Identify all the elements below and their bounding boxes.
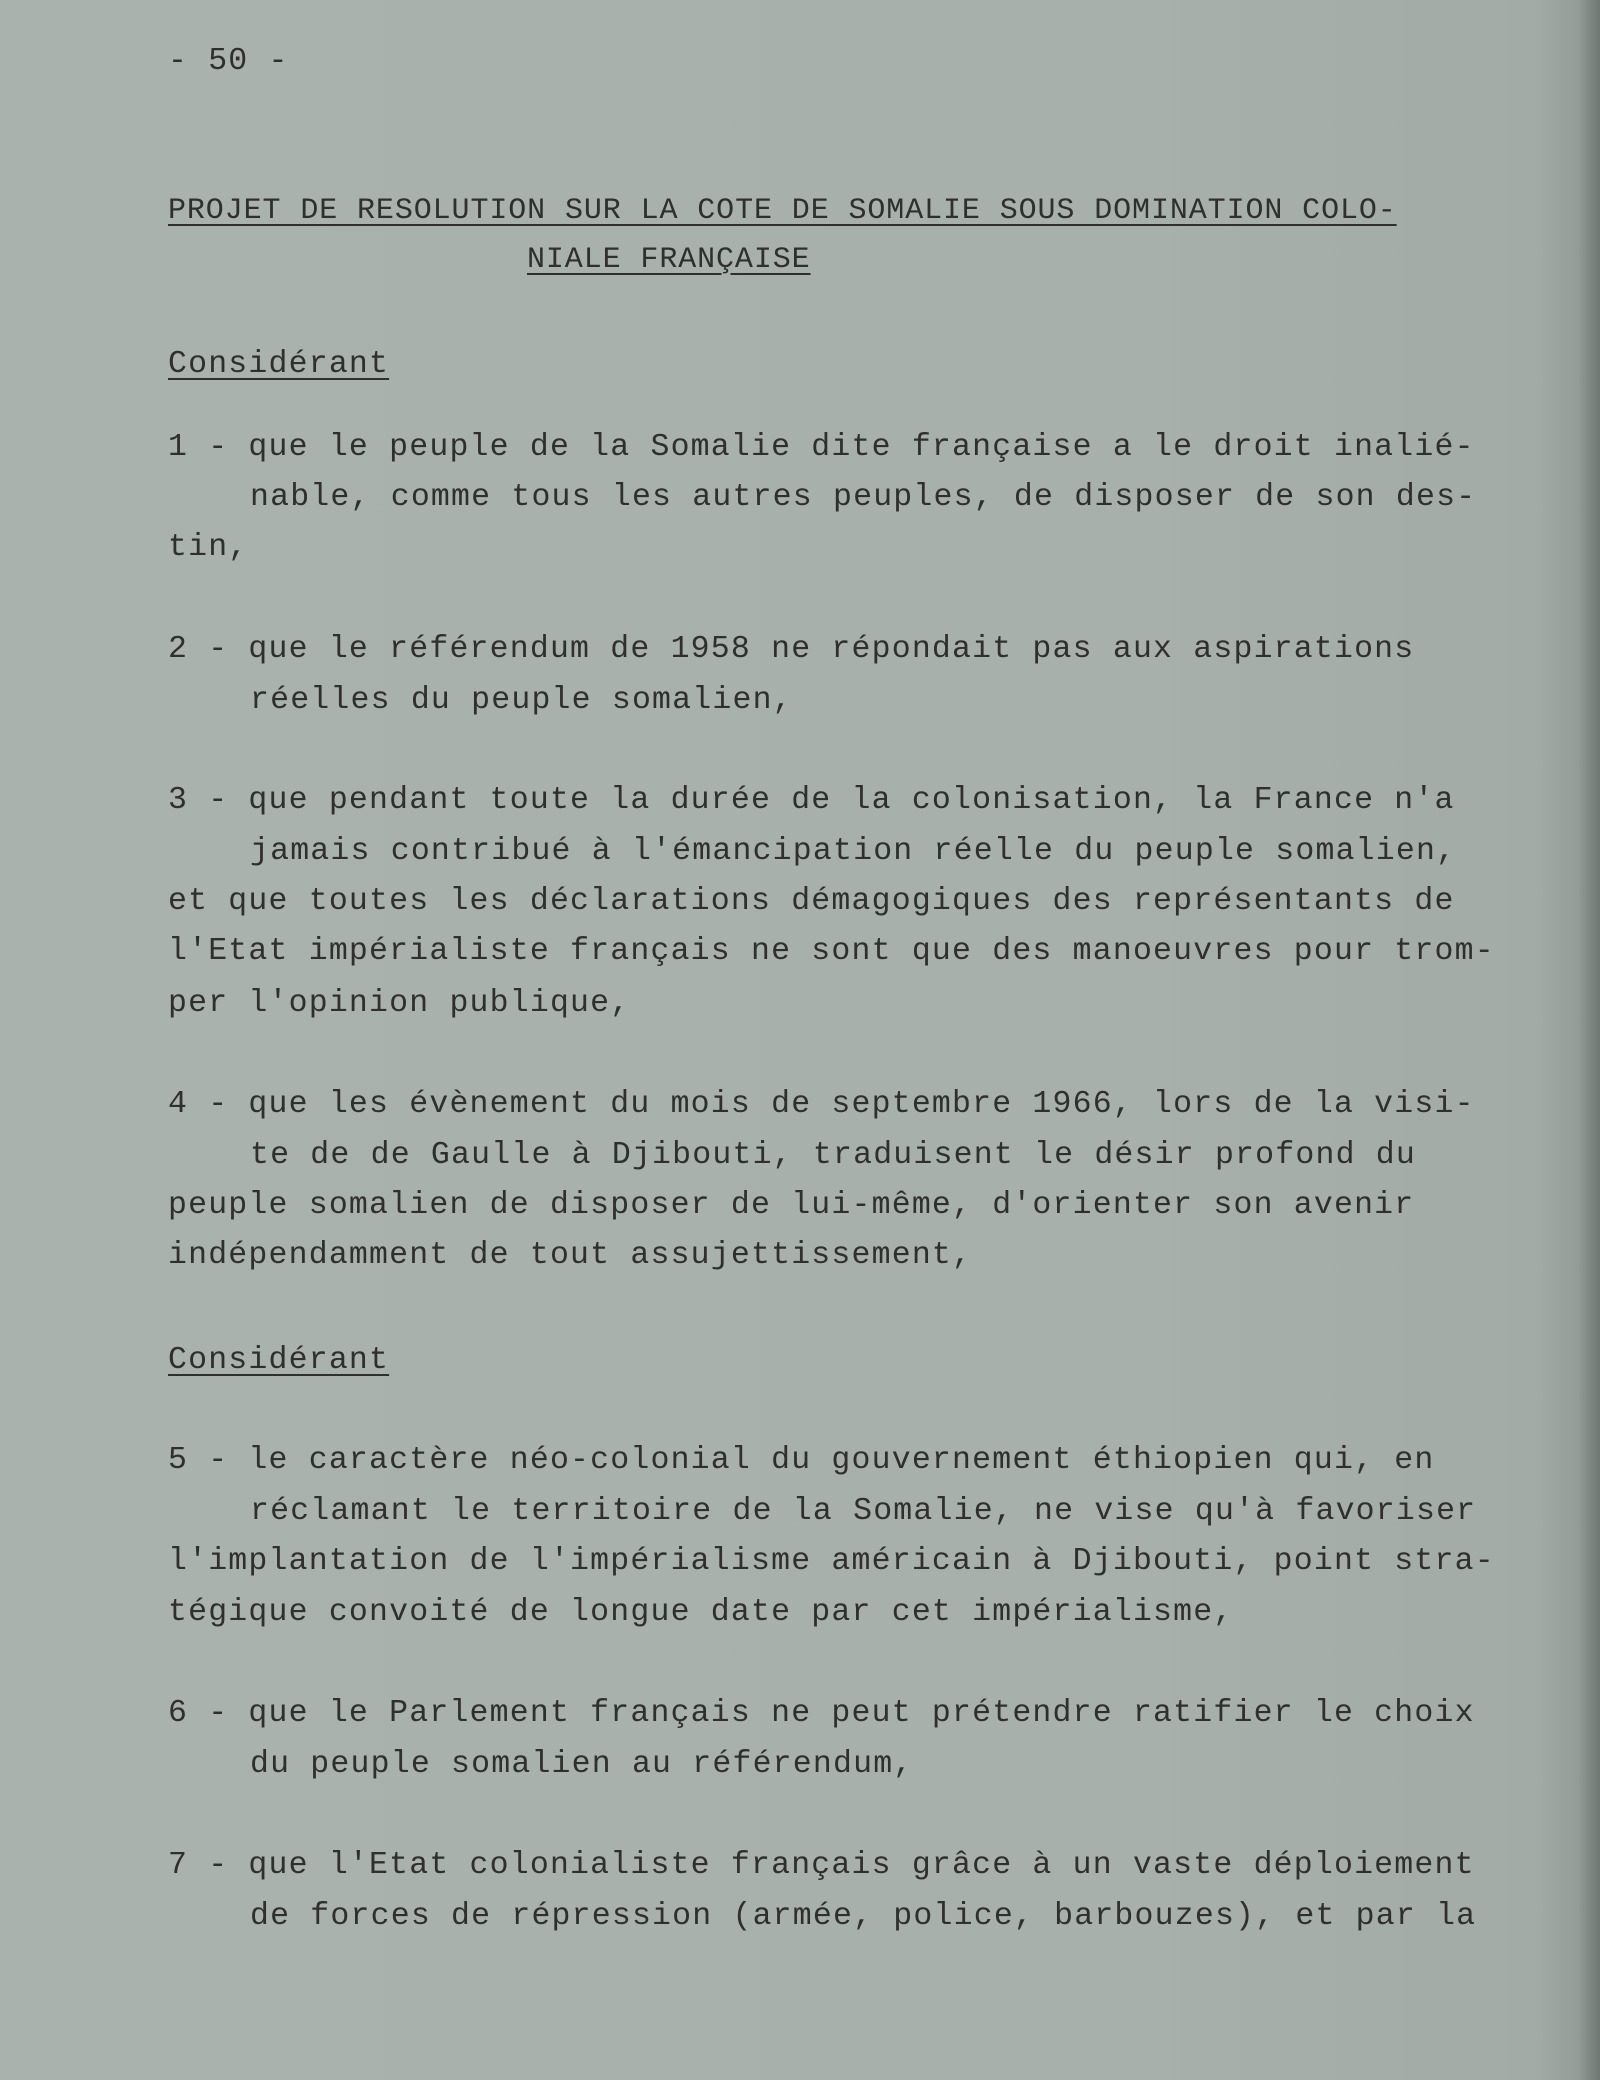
title-line-2: NIALE FRANÇAISE [527,243,811,277]
item-1-line-2: nable, comme tous les autres peuples, de disposer de son des- [250,480,1477,515]
item-5-line-1: 5 - le caractère néo-colonial du gouvernement éthiopien qui, en [168,1443,1435,1478]
item-7-line-2: de forces de répression (armée, police, barbouzes), et par la [250,1899,1477,1934]
item-4-line-3: peuple somalien de disposer de lui-même, d'orienter son avenir [168,1188,1415,1223]
section-heading-1: Considérant [168,347,390,382]
item-5-line-3: l'implantation de l'impérialisme américain à Djibouti, point stra- [168,1544,1495,1579]
item-4-line-4: indépendamment de tout assujettissement, [168,1238,973,1273]
item-3-line-4: l'Etat impérialiste français ne sont que des manoeuvres pour trom- [168,934,1495,969]
page-edge-shadow [1578,0,1600,2080]
item-5-line-2: réclamant le territoire de la Somalie, ne vise qu'à favoriser [250,1494,1477,1529]
item-7-line-1: 7 - que l'Etat colonialiste français grâce à un vaste déploiement [168,1848,1475,1883]
item-5-line-4: tégique convoité de longue date par cet impérialisme, [168,1595,1234,1630]
item-4-line-1: 4 - que les évènement du mois de septembre 1966, lors de la visi- [168,1087,1475,1122]
item-3-line-3: et que toutes les déclarations démagogiques des représentants de [168,884,1455,919]
title-line-1: PROJET DE RESOLUTION SUR LA COTE DE SOMALIE SOUS DOMINATION COLO- [168,194,1397,228]
item-2-line-1: 2 - que le référendum de 1958 ne répondait pas aux aspirations [168,632,1415,667]
item-1-line-1: 1 - que le peuple de la Somalie dite française a le droit inalié- [168,430,1475,465]
item-1-line-3: tin, [168,530,249,565]
item-4-line-2: te de de Gaulle à Djibouti, traduisent le désir profond du [250,1138,1416,1173]
page-number: - 50 - [168,44,289,79]
item-2-line-2: réelles du peuple somalien, [250,683,793,718]
item-3-line-2: jamais contribué à l'émancipation réelle du peuple somalien, [250,834,1457,869]
item-6-line-1: 6 - que le Parlement français ne peut prétendre ratifier le choix [168,1696,1475,1731]
section-heading-2: Considérant [168,1343,390,1378]
item-3-line-5: per l'opinion publique, [168,986,631,1021]
item-3-line-1: 3 - que pendant toute la durée de la colonisation, la France n'a [168,783,1455,818]
item-6-line-2: du peuple somalien au référendum, [250,1747,914,1782]
